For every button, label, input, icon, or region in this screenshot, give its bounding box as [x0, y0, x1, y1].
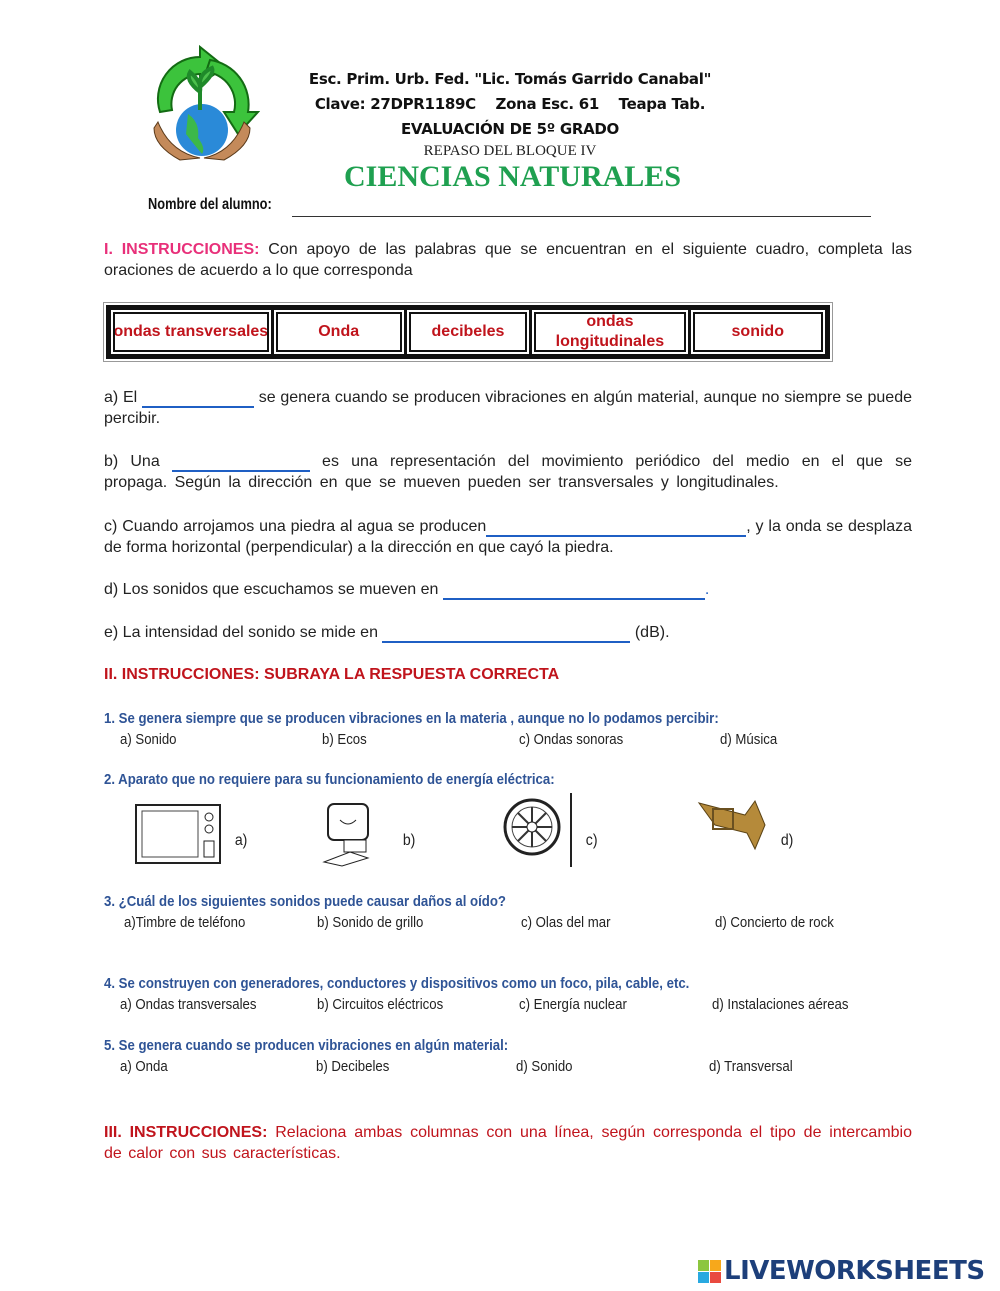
- item-text: d) Los sonidos que escuchamos se mueven en: [104, 581, 443, 598]
- option-c[interactable]: c) Energía nuclear: [519, 996, 627, 1013]
- question-2: 2. Aparato que no requiere para su funcionamiento de energía eléctrica:: [104, 771, 555, 788]
- option-b[interactable]: b): [402, 832, 416, 849]
- item-text: (dB).: [630, 624, 670, 641]
- review-block: REPASO DEL BLOQUE IV: [423, 143, 597, 159]
- item-text: , y la onda se desplaza de forma horizontal (perpendicular) a la dirección en que cayó la piedra.: [104, 518, 912, 556]
- blank-d-input[interactable]: [443, 582, 705, 600]
- section1-text: Con apoyo de las palabras que se encuentran en el siguiente cuadro, completa las oraciones de acuerdo a lo que corresponda: [104, 241, 913, 279]
- blank-c-input[interactable]: [486, 519, 746, 537]
- word-bank-item: decibeles: [407, 310, 530, 354]
- question-1: 1. Se genera siempre que se producen vibraciones en la materia , aunque no lo podamos percibir:: [104, 710, 719, 727]
- fill-item-d: [104, 579, 912, 600]
- option-b[interactable]: b) Circuitos eléctricos: [317, 996, 444, 1013]
- live-badge-icon: [698, 1260, 721, 1283]
- option-b[interactable]: b) Ecos: [322, 731, 367, 748]
- option-a[interactable]: a) Ondas transversales: [120, 996, 257, 1013]
- item-text: se genera cuando se producen vibraciones en algún material, aunque no siempre se puede percibir.: [104, 389, 912, 427]
- option-b[interactable]: b) Sonido de grillo: [317, 914, 424, 931]
- option-d[interactable]: d) Transversal: [709, 1058, 793, 1075]
- computer-image[interactable]: [320, 800, 380, 868]
- option-a[interactable]: a): [234, 832, 248, 849]
- option-d[interactable]: d) Música: [720, 731, 778, 748]
- subject-title: CIENCIAS NATURALES: [343, 160, 682, 193]
- fan-image[interactable]: [502, 793, 582, 867]
- option-a[interactable]: a)Timbre de teléfono: [124, 914, 246, 931]
- trumpet-image[interactable]: [695, 795, 770, 855]
- option-b[interactable]: b) Decibeles: [316, 1058, 390, 1075]
- item-text: a) El: [104, 389, 142, 406]
- word-bank-item: Onda: [274, 310, 404, 354]
- word-bank-item: ondas transversales: [111, 310, 271, 354]
- option-c[interactable]: c) Ondas sonoras: [519, 731, 624, 748]
- section3-heading: III. INSTRUCCIONES:: [104, 1124, 268, 1141]
- school-code: Clave: 27DPR1189C Zona Esc. 61 Teapa Tab.: [314, 95, 706, 113]
- student-name-input[interactable]: [292, 196, 871, 217]
- option-a[interactable]: a) Sonido: [120, 731, 177, 748]
- question-3: 3. ¿Cuál de los siguientes sonidos puede causar daños al oído?: [104, 893, 506, 910]
- evaluation-title: EVALUACIÓN DE 5º GRADO: [400, 120, 620, 138]
- word-bank: [104, 303, 832, 361]
- option-d[interactable]: d) Concierto de rock: [715, 914, 834, 931]
- section3-text: Relaciona ambas columnas con una línea, según corresponda el tipo de intercambio de calor con sus características.: [104, 1124, 913, 1162]
- item-text: es una representación del movimiento periódico del medio en el que se propaga. Según la dirección en que se mueven pueden ser transversales y longitudinales.: [104, 453, 913, 491]
- item-text: e) La intensidad del sonido se mide en: [104, 624, 383, 641]
- tv-image[interactable]: [134, 803, 224, 865]
- section1-heading: I. INSTRUCCIONES:: [104, 241, 260, 258]
- option-c[interactable]: c): [585, 832, 598, 849]
- blank-b-input[interactable]: [172, 454, 310, 472]
- option-a[interactable]: a) Onda: [120, 1058, 168, 1075]
- section3-instructions: [104, 1122, 912, 1164]
- item-text: c) Cuando arrojamos una piedra al agua se producen: [104, 518, 487, 535]
- section2-heading: II. INSTRUCCIONES: SUBRAYA LA RESPUESTA CORRECTA: [104, 666, 560, 683]
- word-bank-item: sonido: [691, 310, 825, 354]
- fill-item-a: [104, 387, 912, 429]
- question-5: 5. Se genera cuando se producen vibraciones en algún material:: [104, 1037, 509, 1054]
- liveworksheets-logo: [698, 1256, 985, 1286]
- item-text: b) Una: [104, 453, 172, 470]
- question-4: 4. Se construyen con generadores, conductores y dispositivos como un foco, pila, cable, etc.: [104, 975, 690, 992]
- option-c[interactable]: d) Sonido: [516, 1058, 573, 1075]
- section1-instructions: [104, 239, 912, 281]
- option-d[interactable]: d) Instalaciones aéreas: [712, 996, 849, 1013]
- blank-e-input[interactable]: [382, 625, 630, 643]
- option-c[interactable]: c) Olas del mar: [521, 914, 611, 931]
- word-bank-item: ondas longitudinales: [532, 310, 687, 354]
- item-text: .: [704, 581, 710, 598]
- school-name: Esc. Prim. Urb. Fed. "Lic. Tomás Garrido Canabal": [308, 70, 712, 88]
- fill-item-e: [104, 622, 912, 643]
- blank-a-input[interactable]: [142, 390, 254, 408]
- option-d[interactable]: d): [780, 832, 794, 849]
- fill-item-b: [104, 451, 912, 493]
- logo-text: LIVEWORKSHEETS: [724, 1256, 985, 1286]
- recycle-earth-logo: [140, 42, 260, 162]
- student-name-label: Nombre del alumno:: [148, 196, 272, 213]
- fill-item-c: [104, 516, 912, 558]
